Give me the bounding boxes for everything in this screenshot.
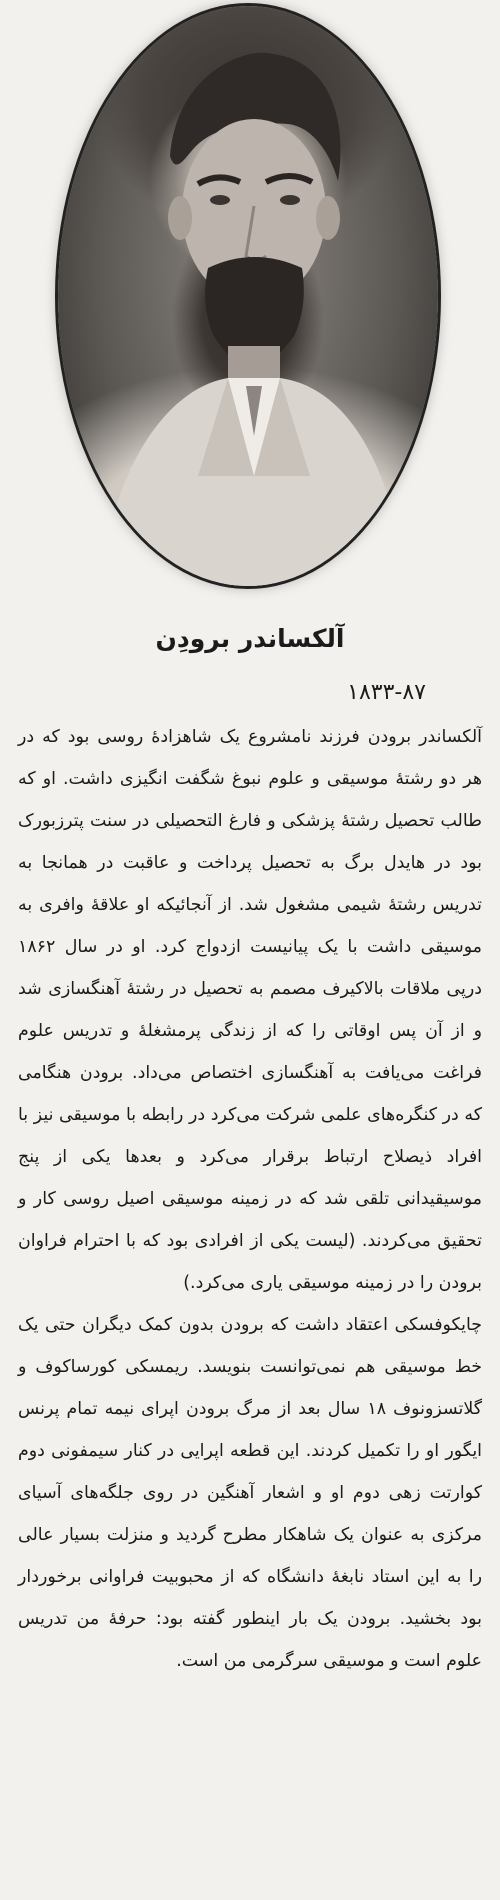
article-title: آلکساندر برودِن [155, 624, 345, 653]
portrait-photo [58, 6, 438, 586]
portrait-illustration [58, 6, 438, 586]
article-body [18, 716, 482, 1682]
paragraph-1: آلکساندر برودن فرزند نامشروع یک شاهزادهٔ روسی بود که در هر دو رشتهٔ موسیقی و علوم نبوغ شگفت انگیزی داشت. او که طالب تحصیل رشتهٔ پزشکی و فارغ التحصیلی در سنت پترزبورک بود در هایدل برگ به تحصیل پرداخت و عاقبت در همانجا به تدریس رشتهٔ شیمی مشغول شد. از آنجائیکه او علاقهٔ وافری به موسیقی داشت با یک پیانیست ازدواج کرد. او در سال ۱۸۶۲ درپی ملاقات بالاکیرف مصمم به تحصیل در رشتهٔ آهنگسازی شد و از آن پس اوقاتی را که از زندگی پرمشغلهٔ و تدریس علوم فراغت می‌یافت به آهنگسازی اختصاص می‌داد. برودن هنگامی که در کنگره‌های علمی شرکت می‌کرد در رابطه با موسیقی نیز با افراد ذیصلاح ارتباط برقرار می‌کرد و بعدها یکی از پنج موسیقیدانی تلقی شد که در زمینه موسیقی اصیل روسی کار و تحقیق می‌کردند. (لیست یکی از افرادی بود که با احترام فراوان برودن را در زمینه موسیقی یاری می‌کرد.) [18, 727, 482, 1293]
paragraph-2: چایکوفسکی اعتقاد داشت که برودن بدون کمک دیگران حتی یک خط موسیقی هم نمی‌توانست بنویسد. ریمسکی کورساکوف و گلاتسزونوف ۱۸ سال بعد از مرگ برودن اپرای نیمه تمام پرنس ایگور او را تکمیل کردند. این قطعه اپرایی در کنار سیمفونی دوم کوارتت زهی دوم او و اشعار آهنگین در روی جلگه‌های آسیای مرکزی به عنوان یک شاهکار مطرح گردید و منزلت بسیار عالی را به این استاد نابغهٔ دانشگاه که از محبوبیت فراوانی برخوردار بود بخشید. برودن یک بار اینطور گفته بود: حرفهٔ من تدریس علوم است و موسیقی سرگرمی من است. [18, 1315, 482, 1671]
life-dates: ۱۸۳۳-۸۷ [347, 680, 426, 705]
